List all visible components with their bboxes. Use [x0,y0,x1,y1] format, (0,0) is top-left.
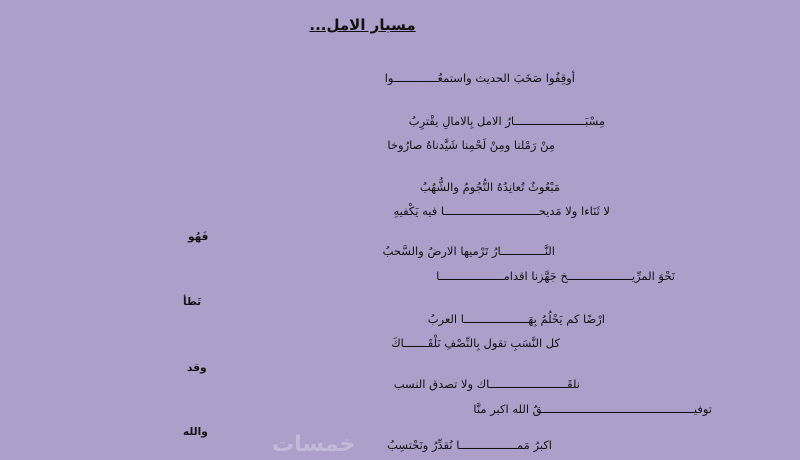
poem-line-8: ارْضًا كم يَحْلُمُ بِهَـــــــــــــــــــا العربُ [427,312,605,326]
poem-line-12: اكبرُ مَمـــــــــــــــــا نُقدِّرُ ونَحْتسِبُ [387,438,552,452]
side-word-1: فَهُو [188,231,209,243]
poem-line-6: النَّـــــــــــــارُ تَرْميها الارضُ والسَّحبُ [382,244,555,258]
side-word-2: تَطأ [183,296,202,308]
poem-line-3: مِنْ رَمْلنا ومِنْ لَحْمِنا شَيَّدناهُ صارُوخا [387,138,555,152]
poem-line-1: أوقِفُوا صَخَبَ الحديث واستمعُـــــــــــــوا [384,71,575,85]
poem-line-7: نَحْوَ المرِّيـــــــــــــــــــخ جَهَّزنا اقدامـــــــــــــــــــا [436,269,675,283]
poem-line-10: نلقَـــــــــــــــــــــــاك ولا تصدق النسب [393,377,580,391]
poem-line-4: مَبْعُوثٌ تُعانِدُهُ النُّجُومُ والشُّهُبُ [419,180,560,194]
side-word-3: وقد [187,362,207,374]
poem-line-11: توفيـــــــــــــــــــــــــــــــــــــــــــــقٌ الله اكبر منَّا [473,402,712,416]
page-title: مسبار الامل... [309,16,416,34]
watermark-logo: خمسات [272,432,356,457]
poem-line-2: مِسْبَـــــــــــــــــــــارُ الامل بِالامالِ يقْترِبُ [408,114,605,128]
poem-line-9: كل النَّسَبِ تقول بِالنِّصْفِ نَلْقَـــــــاكَ [391,336,560,350]
side-word-4: والله [183,426,208,438]
poem-line-5: لا ثَنَاءا ولا مَديحــــــــــــــــــــــــــــا فيه يَكْفيهِ [393,204,610,218]
